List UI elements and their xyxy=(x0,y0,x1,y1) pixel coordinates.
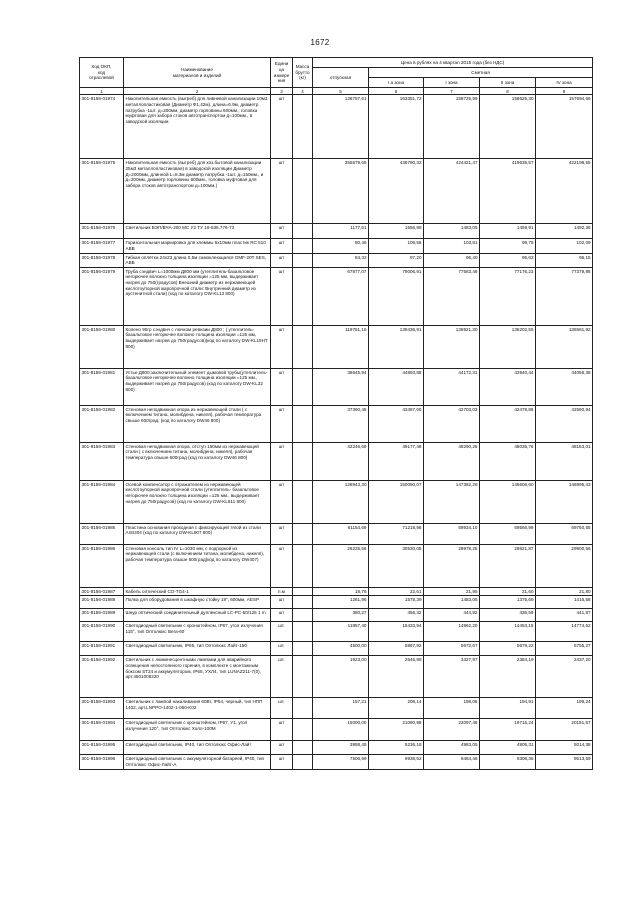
item-code: 301-8156-01984 xyxy=(80,480,124,523)
header-zone-1: I зона xyxy=(424,78,480,88)
table-row xyxy=(80,523,593,544)
item-unit: шт xyxy=(271,159,293,224)
price-zone-2: 19715,24 xyxy=(480,719,536,741)
price-zone-2: 77176,23 xyxy=(480,267,536,325)
item-unit: шт xyxy=(271,755,293,770)
price-wholesale: 157,21 xyxy=(313,698,369,719)
item-name: Гибкая оплётка 24х23 длина 0,5м самоклеющаяся GMF-20T SES, ABB xyxy=(124,253,271,267)
item-code: 301-8156-01990 xyxy=(80,622,124,642)
price-zone-4: 199,24 xyxy=(536,698,593,719)
header-mass: Масса брутто (кг) xyxy=(293,58,313,88)
table-row xyxy=(80,224,593,239)
price-wholesale: 1177,51 xyxy=(313,224,369,239)
item-code: 301-8156-01977 xyxy=(80,239,124,253)
price-zone-2: 146606,60 xyxy=(480,480,536,523)
item-code: 301-8156-01982 xyxy=(80,405,124,442)
item-name: Светильник с люминесцентными лампами для аварийного освещения непостоянного горения, в комплекте с монтажным боксом ST24 и аккумулятором, IP65, УХЛ4, тип LUNAZ211-7(0), арт.4501006220 xyxy=(124,656,271,698)
price-zone-1: 198,06 xyxy=(424,698,480,719)
price-zone-1: 9464,45 xyxy=(424,755,480,770)
column-number: 1 xyxy=(80,88,124,95)
item-name: Стеновая консоль тип IV L=1030 мм, с подпоркой из нержавеющей стали (с включением титана, молибдена, никеля), рабочая температура свыше 600град(код по каталогу DW407) xyxy=(124,544,271,587)
item-mass xyxy=(293,755,313,770)
price-zone-1a: 1556,98 xyxy=(369,224,424,239)
price-zone-2: 99,75 xyxy=(480,239,536,253)
table-row xyxy=(80,609,593,622)
price-zone-1a: 9938,52 xyxy=(369,755,424,770)
item-mass xyxy=(293,622,313,642)
item-mass xyxy=(293,656,313,698)
price-zone-1: 5672,67 xyxy=(424,642,480,656)
item-code: 301-8156-01979 xyxy=(80,267,124,325)
item-name: Стеновая неподвижная опора, отступ 150мм из нержавеющей стали ( с включением титана, молибдена, никеля), рабочая температура свыше 600град (код по каталогу DW46 800) xyxy=(124,442,271,480)
price-wholesale: 3958,45 xyxy=(313,741,369,755)
item-unit: шт. xyxy=(271,656,293,698)
item-unit: шт xyxy=(271,442,293,480)
price-zone-1a: 5236,18 xyxy=(369,741,424,755)
price-wholesale: 18,76 xyxy=(313,587,369,596)
price-zone-1a: 71218,98 xyxy=(369,523,424,544)
item-name: Осевой компенсатор с отражателем из нержавеющей кислотоупорной жаропрочной стали (утеплитель- базальтовое негорючее волокно толщина изоляции =125 мм., выдерживает нагрев до 750градусов) (код по каталогу DW-KL811 800) xyxy=(124,480,271,523)
price-zone-1a: 43487,60 xyxy=(369,405,424,442)
item-name: Накопительная емкость (выгреб) для ливневой канализации 10м3 металлопластиковая (Диаметр Ф1,42м), длина=6.9м, диаметр патрубка -1шт. д=200мм, диаметр горловины 600мм., головка муфтовая для забора стоков автотранспортом д=100мм., в заводской изоляции xyxy=(124,95,271,159)
price-wholesale: 136757,61 xyxy=(313,95,369,159)
item-code: 301-8156-01986 xyxy=(80,544,124,587)
price-wholesale: 38645,94 xyxy=(313,368,369,405)
price-zone-2: 136202,55 xyxy=(480,325,536,368)
header-unit: Едини ца измере ния xyxy=(271,58,293,88)
item-mass xyxy=(293,267,313,325)
item-code: 301-8156-01980 xyxy=(80,325,124,368)
item-code: 301-8156-01987 xyxy=(80,587,124,596)
price-zone-2: 95,63 xyxy=(480,253,536,267)
table-row xyxy=(80,719,593,741)
item-name: Кабель оптический СО-TG4-1 xyxy=(124,587,271,596)
price-wholesale: 84,32 xyxy=(313,253,369,267)
item-name: Шнур оптический соединительный дуплексный LC-PC-50/125 1 m xyxy=(124,609,271,622)
price-zone-1: 147382,26 xyxy=(424,480,480,523)
price-zone-1: 44172,31 xyxy=(424,368,480,405)
item-mass xyxy=(293,95,313,159)
item-name: Светодиодный светильник, IP65, тип Оптолюкс Лайт-150 xyxy=(124,642,271,656)
price-zone-4: 422198,55 xyxy=(536,159,593,224)
column-number: 7 xyxy=(424,88,480,95)
price-table xyxy=(79,57,593,770)
price-wholesale: 7506,99 xyxy=(313,755,369,770)
price-zone-2: 43940,44 xyxy=(480,368,536,405)
item-name: Накопительная емкость (выгреб) для хоз.бытовой канализации 25м3 металлопластиковая) в заводской изоляции Диаметр Д=2000мм, длинной L=8.3м диаметр патрубка -1шт. д=150мм., и д=200мм, диаметр горловины 600мм., головка муфтовая для забора стоков автотранспортом д=100мм.) xyxy=(124,159,271,224)
table-row xyxy=(80,741,593,755)
item-name: Светодиодный светильник с кронштейном, IP67, угол излучения 115°, тип Оптолюкс Вега-60 xyxy=(124,622,271,642)
price-zone-2: 21,60 xyxy=(480,587,536,596)
price-zone-2: 69566,99 xyxy=(480,523,536,544)
item-mass xyxy=(293,698,313,719)
price-zone-1: 424421,47 xyxy=(424,159,480,224)
item-name: Труба сэндвич L=1000мм Д800 мм (утеплитель-базальтовое негорючее волокно толщина изоляции =125 мм, выдерживает нагрев до 750(градусов) Внешний диаметр из нержавеющей кислотоупорной жаропрочной стали: Внутренний диаметр из аустенитной стали) (код по каталогу DW-KL13 800) xyxy=(124,267,271,325)
item-unit: шт xyxy=(271,368,293,405)
price-zone-1: 158725,99 xyxy=(424,95,480,159)
item-mass xyxy=(293,224,313,239)
price-zone-1: 48290,25 xyxy=(424,442,480,480)
price-zone-1: 77583,49 xyxy=(424,267,480,325)
table-row xyxy=(80,442,593,480)
price-zone-1a: 97,20 xyxy=(369,253,424,267)
page-number: 1672 xyxy=(310,38,330,47)
item-unit: шт xyxy=(271,523,293,544)
item-mass xyxy=(293,642,313,656)
item-code: 301-8156-01988 xyxy=(80,596,124,609)
table-row xyxy=(80,267,593,325)
table-row xyxy=(80,755,593,770)
price-wholesale: 119751,16 xyxy=(313,325,369,368)
item-code: 301-8156-01976 xyxy=(80,224,124,239)
item-unit: шт xyxy=(271,224,293,239)
price-zone-4: 441,87 xyxy=(536,609,593,622)
item-mass xyxy=(293,480,313,523)
item-unit: шт xyxy=(271,596,293,609)
header-code: Код ОКП, код отраслевой xyxy=(80,58,124,88)
item-mass xyxy=(293,596,313,609)
table-row xyxy=(80,698,593,719)
column-number: 6 xyxy=(369,88,424,95)
item-code: 301-8156-01989 xyxy=(80,609,124,622)
table-row xyxy=(80,239,593,253)
price-zone-4: 69750,55 xyxy=(536,523,593,544)
table-row xyxy=(80,642,593,656)
header-zone-1a: I а зона xyxy=(369,78,424,88)
price-zone-4: 146995,43 xyxy=(536,480,593,523)
price-zone-1: 69934,10 xyxy=(424,523,480,544)
price-wholesale: 61154,69 xyxy=(313,523,369,544)
table-row xyxy=(80,405,593,442)
item-code: 301-8156-01974 xyxy=(80,95,124,159)
table-row xyxy=(80,622,593,642)
price-wholesale: 128943,30 xyxy=(313,480,369,523)
item-unit: шт xyxy=(271,480,293,523)
price-zone-4: 44056,38 xyxy=(536,368,593,405)
price-zone-2: 436,59 xyxy=(480,609,536,622)
item-mass xyxy=(293,159,313,224)
price-zone-1: 1483,05 xyxy=(424,596,480,609)
price-zone-1a: 79006,91 xyxy=(369,267,424,325)
item-code: 301-8156-01996 xyxy=(80,755,124,770)
price-wholesale: 1261,96 xyxy=(313,596,369,609)
item-code: 301-8156-01991 xyxy=(80,642,124,656)
price-zone-1: 103,81 xyxy=(424,239,480,253)
price-zone-4: 102,09 xyxy=(536,239,593,253)
item-code: 301-8156-01994 xyxy=(80,719,124,741)
price-zone-4: 2437,20 xyxy=(536,656,593,698)
table-row xyxy=(80,325,593,368)
item-code: 301-8156-01993 xyxy=(80,698,124,719)
price-zone-4: 29900,56 xyxy=(536,544,593,587)
price-zone-1a: 106,55 xyxy=(369,239,424,253)
price-zone-2: 9306,35 xyxy=(480,755,536,770)
item-unit: шт xyxy=(271,609,293,622)
price-zone-2: 2384,19 xyxy=(480,656,536,698)
item-name: Пластина основания проходная с фиксирующей тягой из стали AISI304 (код по каталогу DW-KL907 800) xyxy=(124,523,271,544)
price-zone-4: 48163,01 xyxy=(536,442,593,480)
price-zone-4: 136561,92 xyxy=(536,325,593,368)
price-zone-4: 21,80 xyxy=(536,587,593,596)
item-unit: шт xyxy=(271,719,293,741)
item-unit: шт xyxy=(271,325,293,368)
price-zone-1: 4983,05 xyxy=(424,741,480,755)
price-zone-2: 158625,30 xyxy=(480,95,536,159)
table-row xyxy=(80,159,593,224)
item-code: 301-8156-01985 xyxy=(80,523,124,544)
column-number: 4 xyxy=(293,88,313,95)
price-zone-1a: 21080,98 xyxy=(369,719,424,741)
price-zone-1a: 1578,39 xyxy=(369,596,424,609)
price-zone-4: 1416,58 xyxy=(536,596,593,609)
price-zone-1a: 44893,88 xyxy=(369,368,424,405)
price-zone-1a: 30530,05 xyxy=(369,544,424,587)
price-wholesale: 11857,40 xyxy=(313,622,369,642)
price-zone-2: 4905,31 xyxy=(480,741,536,755)
price-wholesale: 1923,00 xyxy=(313,656,369,698)
item-name: Светодиодный светильник с аккумуляторной батареей, IP40, тип Оптолюкс Офис-Лайт-А xyxy=(124,755,271,770)
price-zone-1a: 5867,92 xyxy=(369,642,424,656)
item-unit: шт xyxy=(271,253,293,267)
price-zone-2: 42478,86 xyxy=(480,405,536,442)
price-zone-1: 444,92 xyxy=(424,609,480,622)
price-zone-2: 194,91 xyxy=(480,698,536,719)
price-zone-1: 136921,30 xyxy=(424,325,480,368)
price-zone-1a: 150090,07 xyxy=(369,480,424,523)
item-unit: шт. xyxy=(271,698,293,719)
item-name: Горизонтальная маркировка для клеммы 5х10мм пластик RC 510 ABB xyxy=(124,239,271,253)
item-name: Светодиодный светильник с кронштейном, IP67, У1, угол излучения 120°, тип Оптолюкс Холл-100М xyxy=(124,719,271,741)
item-unit: шт xyxy=(271,544,293,587)
column-number: 2 xyxy=(124,88,271,95)
header-zone-4: IV зона xyxy=(536,78,593,88)
item-code: 301-8156-01981 xyxy=(80,368,124,405)
price-zone-1: 21,95 xyxy=(424,587,480,596)
column-number: 9 xyxy=(536,88,593,95)
price-zone-1a: 208,14 xyxy=(369,698,424,719)
price-zone-4: 14774,52 xyxy=(536,622,593,642)
price-zone-1: 42703,03 xyxy=(424,405,480,442)
price-zone-4: 96,15 xyxy=(536,253,593,267)
price-zone-1a: 163351,72 xyxy=(369,95,424,159)
price-zone-1a: 139436,91 xyxy=(369,325,424,368)
item-unit: шт xyxy=(271,405,293,442)
item-code: 301-8156-01983 xyxy=(80,442,124,480)
price-zone-4: 5755,27 xyxy=(536,642,593,656)
column-number: 5 xyxy=(313,88,369,95)
price-zone-1: 3327,97 xyxy=(424,656,480,698)
price-wholesale: 380,27 xyxy=(313,609,369,622)
item-mass xyxy=(293,405,313,442)
price-zone-2: 1459,91 xyxy=(480,224,536,239)
table-row xyxy=(80,656,593,698)
price-zone-2: 1375,69 xyxy=(480,596,536,609)
item-unit: шт xyxy=(271,239,293,253)
table-row xyxy=(80,253,593,267)
price-zone-4: 9513,59 xyxy=(536,755,593,770)
item-name: Светильник с лампой накаливания 60Вт, IP54, черный, тип НПП 1402, арт.LNPPO-1402-1-060-K02 xyxy=(124,698,271,719)
item-mass xyxy=(293,523,313,544)
item-mass xyxy=(293,442,313,480)
item-unit: шт xyxy=(271,95,293,159)
item-mass xyxy=(293,587,313,596)
price-wholesale: 42246,69 xyxy=(313,442,369,480)
header-zone-2: II зона xyxy=(480,78,536,88)
price-wholesale: 15000,00 xyxy=(313,719,369,741)
price-zone-1: 29978,25 xyxy=(424,544,480,587)
price-zone-2: 29821,87 xyxy=(480,544,536,587)
table-row xyxy=(80,368,593,405)
column-number-row xyxy=(80,88,593,95)
item-mass xyxy=(293,609,313,622)
price-zone-1a: 2546,98 xyxy=(369,656,424,698)
price-zone-2: 14453,15 xyxy=(480,622,536,642)
item-unit: шт xyxy=(271,267,293,325)
price-wholesale: 67877,07 xyxy=(313,267,369,325)
item-mass xyxy=(293,239,313,253)
price-zone-1: 96,40 xyxy=(424,253,480,267)
item-unit: п.м xyxy=(271,587,293,596)
table-row xyxy=(80,480,593,523)
price-zone-1: 14862,20 xyxy=(424,622,480,642)
price-zone-2: 5679,22 xyxy=(480,642,536,656)
header-wholesale: отпускная xyxy=(313,68,369,88)
price-zone-1: 22097,46 xyxy=(424,719,480,741)
price-zone-4: 1492,36 xyxy=(536,224,593,239)
header-price-group: Цена в рублях на 4 квартал 2015 года (без НДС) xyxy=(313,58,593,68)
item-code: 301-8156-01992 xyxy=(80,656,124,698)
price-wholesale: 4500,00 xyxy=(313,642,369,656)
price-wholesale: 355679,65 xyxy=(313,159,369,224)
price-wholesale: 26225,56 xyxy=(313,544,369,587)
item-code: 301-8156-01995 xyxy=(80,741,124,755)
column-number: 3 xyxy=(271,88,293,95)
table-row xyxy=(80,587,593,596)
item-mass xyxy=(293,368,313,405)
item-mass xyxy=(293,544,313,587)
table-row xyxy=(80,596,593,609)
item-code: 301-8156-01975 xyxy=(80,159,124,224)
price-zone-1: 1483,05 xyxy=(424,224,480,239)
price-zone-2: 419635,57 xyxy=(480,159,536,224)
item-mass xyxy=(293,741,313,755)
price-zone-1a: 456,32 xyxy=(369,609,424,622)
item-name: Устье Д800;заключительный элемент дымовой трубы(утеплитель- базальтовое негорючее волокно толщина изоляции =125 мм., выдерживает нагрев до 750градусов) (код по каталогу DW-KL32 800) xyxy=(124,368,271,405)
item-name: Светильник ВЭП/ВЧА-200 МС У2 ТУ 16-535.776-73 xyxy=(124,224,271,239)
price-zone-2: 48035,76 xyxy=(480,442,536,480)
price-wholesale: 37360,45 xyxy=(313,405,369,442)
column-number: 8 xyxy=(480,88,536,95)
price-zone-4: 5014,38 xyxy=(536,741,593,755)
table-row xyxy=(80,544,593,587)
table-row xyxy=(80,95,593,159)
price-wholesale: 80,46 xyxy=(313,239,369,253)
item-mass xyxy=(293,253,313,267)
item-unit: шт. xyxy=(271,622,293,642)
price-zone-1a: 22,61 xyxy=(369,587,424,596)
item-name: Колено 90гр сэндвич с лючком ревизии Д800 ; ( утеплитель- базальтовое негорючее волокно толщина изоляции =125 мм, выдерживает нагрев до 750градусов)(код по каталогу DW-KL19HT 800) xyxy=(124,325,271,368)
item-mass xyxy=(293,719,313,741)
price-zone-4: 42590,94 xyxy=(536,405,593,442)
price-zone-1a: 15433,94 xyxy=(369,622,424,642)
item-name: Полка для оборудования в шкафную стойку 19", 600мм, AESP xyxy=(124,596,271,609)
price-zone-4: 157694,66 xyxy=(536,95,593,159)
price-zone-4: 77379,86 xyxy=(536,267,593,325)
item-name: Светодиодный светильник, IP40, тип Оптолюкс Офис-Лайт xyxy=(124,741,271,755)
price-zone-1a: 49177,48 xyxy=(369,442,424,480)
header-name: Наименование материалов и изделий xyxy=(124,58,271,88)
item-unit: шт. xyxy=(271,642,293,656)
item-unit: шт xyxy=(271,741,293,755)
item-name: Стеновая неподвижная опора из нержавеющей стали ( с включением титана, молибдена, никеля), рабочая температура свыше 600град. (код по каталогу DW46 800) xyxy=(124,405,271,442)
price-zone-4: 20151,57 xyxy=(536,719,593,741)
price-zone-1a: 436790,32 xyxy=(369,159,424,224)
item-code: 301-8156-01978 xyxy=(80,253,124,267)
item-mass xyxy=(293,325,313,368)
header-estimate: Сметная xyxy=(369,68,593,78)
